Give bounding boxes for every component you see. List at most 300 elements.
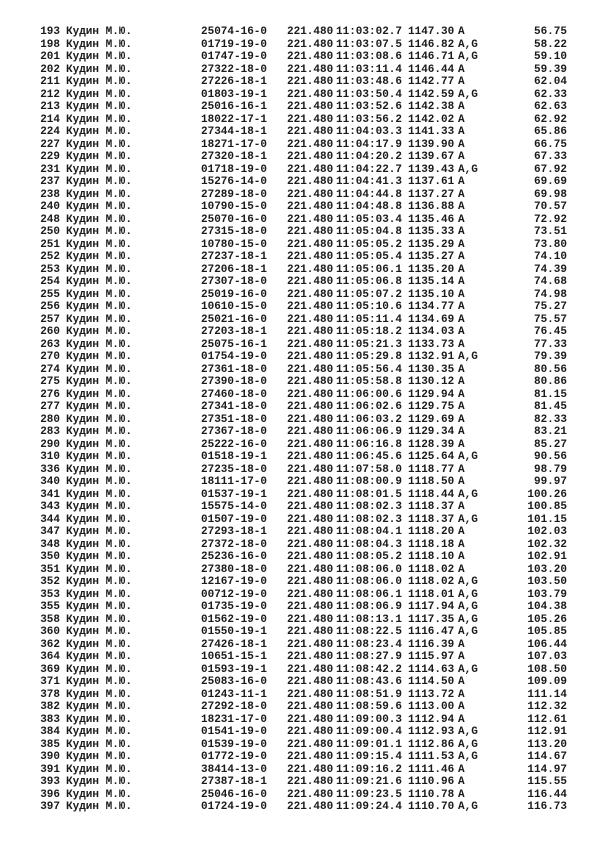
table-row [0,351,600,364]
entry-number: 250 [40,226,60,238]
speed-value: 1116.47 [408,626,455,638]
ring-code: 27203-18-1 [201,326,268,338]
mode-flag: A [458,338,465,351]
coefficient-value: 59.10 [533,51,567,63]
entry-number: 382 [40,701,60,713]
entry-number: 371 [40,676,60,688]
participant-name: Кудин М.Ю. [66,338,133,351]
speed-value: 1130.12 [408,376,455,388]
participant-name: Кудин М.Ю. [66,363,133,376]
entry-number: 362 [40,638,60,651]
coefficient-value: 90.56 [533,451,567,463]
table-row [0,489,600,502]
frequency-value: 221.480 [287,688,334,701]
speed-value: 1137.61 [408,176,455,188]
table-row [0,176,600,189]
coefficient-value: 62.92 [533,113,567,126]
coefficient-value: 85.27 [533,438,567,451]
mode-flag: A [458,538,465,551]
mode-flag: A [458,676,465,688]
frequency-value: 221.480 [287,526,334,538]
frequency-value: 221.480 [287,463,334,476]
time-value: 11:05:18.2 [336,326,403,338]
speed-value: 1118.10 [408,551,455,563]
speed-value: 1112.93 [408,726,455,738]
coefficient-value: 111.14 [527,688,567,701]
table-row [0,239,600,252]
speed-value: 1110.96 [408,776,455,788]
ring-code: 01518-19-1 [201,451,268,463]
time-value: 11:08:06.1 [336,588,403,601]
coefficient-value: 116.44 [527,788,567,801]
table-row [0,364,600,377]
participant-name: Кудин М.Ю. [66,763,133,776]
ring-code: 38414-13-0 [201,763,268,776]
entry-number: 214 [40,113,60,126]
mode-flag: A,G [458,576,478,588]
time-value: 11:05:11.4 [336,313,403,326]
coefficient-value: 80.56 [533,363,567,376]
table-row [0,401,600,414]
coefficient-value: 99.97 [533,476,567,488]
coefficient-value: 102.32 [527,538,567,551]
participant-name: Кудин М.Ю. [66,401,133,413]
time-value: 11:09:21.6 [336,776,403,788]
coefficient-value: 73.51 [533,226,567,238]
speed-value: 1147.30 [408,26,455,38]
time-value: 11:08:02.3 [336,501,403,513]
speed-value: 1117.94 [408,601,455,613]
ring-code: 00712-19-0 [201,588,268,601]
coefficient-value: 75.57 [533,313,567,326]
mode-flag: A [458,788,465,801]
participant-name: Кудин М.Ю. [66,526,133,538]
time-value: 11:08:59.6 [336,701,403,713]
speed-value: 1135.27 [408,251,455,263]
coefficient-value: 65.86 [533,126,567,138]
ring-code: 01537-19-1 [201,488,268,501]
time-value: 11:08:13.1 [336,613,403,626]
mode-flag: A [458,226,465,238]
speed-value: 1130.35 [408,363,455,376]
coefficient-value: 104.38 [527,601,567,613]
table-row [0,389,600,402]
time-value: 11:05:21.3 [336,338,403,351]
frequency-value: 221.480 [287,101,334,113]
table-row [0,89,600,102]
speed-value: 1116.39 [408,638,455,651]
table-row [0,451,600,464]
time-value: 11:08:05.2 [336,551,403,563]
entry-number: 385 [40,738,60,751]
table-row [0,314,600,327]
frequency-value: 221.480 [287,676,334,688]
time-value: 11:08:06.0 [336,563,403,576]
coefficient-value: 69.98 [533,188,567,201]
table-row [0,764,600,777]
coefficient-value: 114.67 [527,751,567,763]
entry-number: 224 [40,126,60,138]
speed-value: 1139.90 [408,138,455,151]
table-row [0,439,600,452]
table-row [0,164,600,177]
frequency-value: 221.480 [287,438,334,451]
speed-value: 1146.44 [408,63,455,76]
coefficient-value: 58.22 [533,38,567,51]
ring-code: 25075-16-1 [201,338,268,351]
coefficient-value: 113.20 [527,738,567,751]
speed-value: 1110.70 [408,801,455,813]
frequency-value: 221.480 [287,26,334,38]
entry-number: 351 [40,563,60,576]
coefficient-value: 59.39 [533,63,567,76]
time-value: 11:04:22.7 [336,163,403,176]
speed-value: 1118.37 [408,501,455,513]
ring-code: 27380-18-0 [201,563,268,576]
participant-name: Кудин М.Ю. [66,488,133,501]
time-value: 11:08:04.3 [336,538,403,551]
table-row [0,264,600,277]
frequency-value: 221.480 [287,113,334,126]
frequency-value: 221.480 [287,376,334,388]
frequency-value: 221.480 [287,251,334,263]
ring-code: 27322-18-0 [201,63,268,76]
entry-number: 263 [40,338,60,351]
table-row [0,626,600,639]
mode-flag: A [458,551,465,563]
speed-value: 1134.77 [408,301,455,313]
time-value: 11:03:52.6 [336,101,403,113]
table-row [0,76,600,89]
speed-value: 1111.53 [408,751,455,763]
frequency-value: 221.480 [287,288,334,301]
frequency-value: 221.480 [287,413,334,426]
participant-name: Кудин М.Ю. [66,638,133,651]
mode-flag: A,G [458,88,478,101]
speed-value: 1114.63 [408,663,455,676]
speed-value: 1118.50 [408,476,455,488]
coefficient-value: 81.45 [533,401,567,413]
coefficient-value: 98.79 [533,463,567,476]
participant-name: Кудин М.Ю. [66,601,133,613]
coefficient-value: 69.69 [533,176,567,188]
coefficient-value: 74.39 [533,263,567,276]
entry-number: 340 [40,476,60,488]
table-row [0,26,600,39]
frequency-value: 221.480 [287,601,334,613]
mode-flag: A,G [458,513,478,526]
time-value: 11:06:45.6 [336,451,403,463]
speed-value: 1129.34 [408,426,455,438]
time-value: 11:08:01.5 [336,488,403,501]
entry-number: 255 [40,288,60,301]
ring-code: 25070-16-0 [201,213,268,226]
frequency-value: 221.480 [287,726,334,738]
mode-flag: A [458,151,465,163]
ring-code: 27460-18-0 [201,388,268,401]
ring-code: 01724-19-0 [201,801,268,813]
ring-code: 27390-18-0 [201,376,268,388]
mode-flag: A [458,688,465,701]
speed-value: 1135.46 [408,213,455,226]
time-value: 11:04:41.3 [336,176,403,188]
time-value: 11:08:23.4 [336,638,403,651]
participant-name: Кудин М.Ю. [66,788,133,801]
frequency-value: 221.480 [287,426,334,438]
mode-flag: A [458,526,465,538]
ring-code: 25222-16-0 [201,438,268,451]
time-value: 11:08:04.1 [336,526,403,538]
mode-flag: A [458,376,465,388]
mode-flag: A,G [458,588,478,601]
entry-number: 353 [40,588,60,601]
frequency-value: 221.480 [287,363,334,376]
entry-number: 352 [40,576,60,588]
participant-name: Кудин М.Ю. [66,738,133,751]
entry-number: 393 [40,776,60,788]
ring-code: 27387-18-1 [201,776,268,788]
table-row [0,139,600,152]
speed-value: 1117.35 [408,613,455,626]
entry-number: 257 [40,313,60,326]
table-row [0,601,600,614]
ring-code: 27226-18-1 [201,76,268,88]
participant-name: Кудин М.Ю. [66,726,133,738]
table-row [0,564,600,577]
mode-flag: A,G [458,51,478,63]
participant-name: Кудин М.Ю. [66,701,133,713]
coefficient-value: 79.39 [533,351,567,363]
frequency-value: 221.480 [287,301,334,313]
time-value: 11:09:01.1 [336,738,403,751]
time-value: 11:08:43.6 [336,676,403,688]
entry-number: 253 [40,263,60,276]
participant-name: Кудин М.Ю. [66,38,133,51]
ring-code: 10610-15-0 [201,301,268,313]
speed-value: 1132.91 [408,351,455,363]
speed-value: 1142.77 [408,76,455,88]
table-row [0,714,600,727]
mode-flag: A,G [458,751,478,763]
speed-value: 1129.75 [408,401,455,413]
mode-flag: A [458,26,465,38]
time-value: 11:04:20.2 [336,151,403,163]
entry-number: 283 [40,426,60,438]
frequency-value: 221.480 [287,226,334,238]
time-value: 11:05:06.8 [336,276,403,288]
coefficient-value: 106.44 [527,638,567,651]
table-row [0,376,600,389]
participant-name: Кудин М.Ю. [66,651,133,663]
ring-code: 01803-19-1 [201,88,268,101]
time-value: 11:05:05.2 [336,238,403,251]
ring-code: 27344-18-1 [201,126,268,138]
frequency-value: 221.480 [287,576,334,588]
time-value: 11:08:00.9 [336,476,403,488]
speed-value: 1114.50 [408,676,455,688]
frequency-value: 221.480 [287,763,334,776]
entry-number: 201 [40,51,60,63]
coefficient-value: 109.09 [527,676,567,688]
coefficient-value: 66.75 [533,138,567,151]
speed-value: 1135.14 [408,276,455,288]
entry-number: 227 [40,138,60,151]
time-value: 11:08:06.0 [336,576,403,588]
mode-flag: A [458,388,465,401]
entry-number: 341 [40,488,60,501]
mode-flag: A [458,438,465,451]
entry-number: 390 [40,751,60,763]
frequency-value: 221.480 [287,163,334,176]
frequency-value: 221.480 [287,501,334,513]
participant-name: Кудин М.Ю. [66,713,133,726]
entry-number: 347 [40,526,60,538]
coefficient-value: 67.92 [533,163,567,176]
frequency-value: 221.480 [287,263,334,276]
coefficient-value: 116.73 [527,801,567,813]
entry-number: 378 [40,688,60,701]
coefficient-value: 77.33 [533,338,567,351]
table-row [0,476,600,489]
entry-number: 270 [40,351,60,363]
frequency-value: 221.480 [287,388,334,401]
ring-code: 25074-16-0 [201,26,268,38]
entry-number: 198 [40,38,60,51]
coefficient-value: 81.15 [533,388,567,401]
mode-flag: A,G [458,801,478,813]
mode-flag: A [458,251,465,263]
mode-flag: A [458,313,465,326]
ring-code: 01719-19-0 [201,38,268,51]
table-row [0,426,600,439]
entry-number: 396 [40,788,60,801]
frequency-value: 221.480 [287,276,334,288]
mode-flag: A [458,238,465,251]
ring-code: 25083-16-0 [201,676,268,688]
entry-number: 237 [40,176,60,188]
speed-value: 1129.69 [408,413,455,426]
mode-flag: A,G [458,738,478,751]
entry-number: 256 [40,301,60,313]
entry-number: 229 [40,151,60,163]
entry-number: 310 [40,451,60,463]
coefficient-value: 112.61 [527,713,567,726]
entry-number: 384 [40,726,60,738]
ring-code: 27293-18-1 [201,526,268,538]
entry-number: 193 [40,26,60,38]
frequency-value: 221.480 [287,188,334,201]
participant-name: Кудин М.Ю. [66,188,133,201]
frequency-value: 221.480 [287,326,334,338]
ring-code: 27341-18-0 [201,401,268,413]
speed-value: 1139.67 [408,151,455,163]
frequency-value: 221.480 [287,351,334,363]
participant-name: Кудин М.Ю. [66,126,133,138]
time-value: 11:05:05.4 [336,251,403,263]
participant-name: Кудин М.Ю. [66,238,133,251]
mode-flag: A [458,501,465,513]
speed-value: 1135.29 [408,238,455,251]
speed-value: 1118.37 [408,513,455,526]
coefficient-value: 103.50 [527,576,567,588]
table-row [0,676,600,689]
table-row [0,739,600,752]
participant-name: Кудин М.Ю. [66,376,133,388]
ring-code: 10651-15-1 [201,651,268,663]
entry-number: 358 [40,613,60,626]
coefficient-value: 114.97 [527,763,567,776]
frequency-value: 221.480 [287,538,334,551]
mode-flag: A [458,363,465,376]
frequency-value: 221.480 [287,613,334,626]
speed-value: 1115.97 [408,651,455,663]
mode-flag: A [458,776,465,788]
coefficient-value: 75.27 [533,301,567,313]
speed-value: 1136.88 [408,201,455,213]
coefficient-value: 74.98 [533,288,567,301]
entry-number: 254 [40,276,60,288]
speed-value: 1139.43 [408,163,455,176]
speed-value: 1118.02 [408,563,455,576]
mode-flag: A,G [458,451,478,463]
ring-code: 01541-19-0 [201,726,268,738]
ring-code: 01718-19-0 [201,163,268,176]
entry-number: 344 [40,513,60,526]
entry-number: 343 [40,501,60,513]
participant-name: Кудин М.Ю. [66,426,133,438]
mode-flag: A [458,713,465,726]
participant-name: Кудин М.Ю. [66,576,133,588]
frequency-value: 221.480 [287,76,334,88]
participant-name: Кудин М.Ю. [66,676,133,688]
ring-code: 27372-18-0 [201,538,268,551]
ring-code: 27351-18-0 [201,413,268,426]
ring-code: 15575-14-0 [201,501,268,513]
mode-flag: A,G [458,38,478,51]
table-row [0,151,600,164]
participant-name: Кудин М.Ю. [66,326,133,338]
speed-value: 1118.18 [408,538,455,551]
table-row [0,339,600,352]
time-value: 11:03:50.4 [336,88,403,101]
speed-value: 1142.59 [408,88,455,101]
coefficient-value: 74.10 [533,251,567,263]
ring-code: 25016-16-1 [201,101,268,113]
frequency-value: 221.480 [287,451,334,463]
entry-number: 202 [40,63,60,76]
entry-number: 364 [40,651,60,663]
entry-number: 231 [40,163,60,176]
coefficient-value: 83.21 [533,426,567,438]
entry-number: 277 [40,401,60,413]
participant-name: Кудин М.Ю. [66,226,133,238]
speed-value: 1128.39 [408,438,455,451]
participant-name: Кудин М.Ю. [66,538,133,551]
ring-code: 27367-18-0 [201,426,268,438]
table-row [0,726,600,739]
coefficient-value: 108.50 [527,663,567,676]
frequency-value: 221.480 [287,551,334,563]
mode-flag: A [458,326,465,338]
frequency-value: 221.480 [287,401,334,413]
results-table [0,26,600,814]
frequency-value: 221.480 [287,213,334,226]
speed-value: 1110.78 [408,788,455,801]
table-row [0,589,600,602]
participant-name: Кудин М.Ю. [66,88,133,101]
time-value: 11:08:06.9 [336,601,403,613]
coefficient-value: 105.26 [527,613,567,626]
